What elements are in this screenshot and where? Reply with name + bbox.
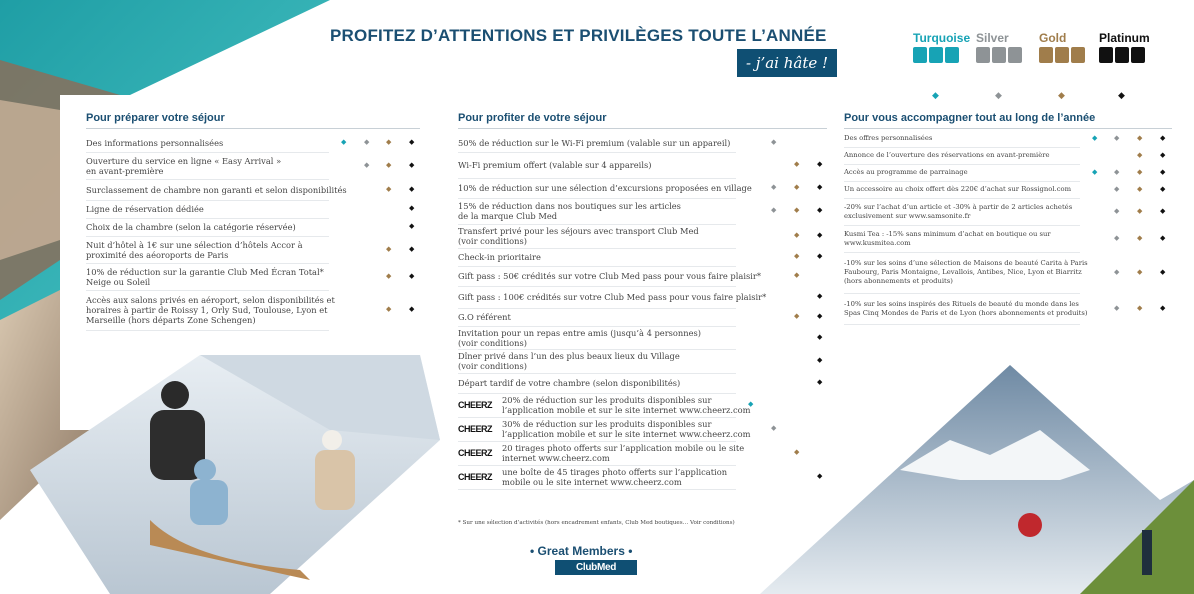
tier-diamond-gold: ◆ xyxy=(794,312,800,320)
tier-diamond-gold: ◆ xyxy=(794,160,800,168)
tier-diamond-platinum: ◆ xyxy=(409,271,415,280)
benefit-row xyxy=(86,263,329,291)
benefit-text: Invitation pour un repas entre amis (jusqu’à 4 personnes) (voir conditions) xyxy=(458,327,702,348)
benefit-text: 20 tirages photo offerts sur l’application mobile ou le site internet www.cheerz.com xyxy=(502,443,745,463)
benefit-icon xyxy=(1131,47,1145,63)
tier-diamond-gold: ◆ xyxy=(386,305,392,313)
tier-diamond-platinum: ◆ xyxy=(817,183,823,191)
tier-diamond-platinum: ◆ xyxy=(409,138,415,146)
benefit-text: -20% sur l’achat d’un article et -30% à partir de 2 articles achetés exclusivement sur www.samsonite.fr xyxy=(844,202,1073,220)
program-name: • Great Members • xyxy=(530,544,633,558)
benefit-row xyxy=(458,198,736,225)
benefit-text: 30% de réduction sur les produits disponibles sur l’application mobile et sur le site internet www.cheerz.com xyxy=(502,419,751,439)
tier-name: Gold xyxy=(1039,31,1067,45)
tier-name: Platinum xyxy=(1099,31,1150,45)
tier-diamond-platinum: ◆ xyxy=(1160,233,1166,242)
benefit-text: 15% de réduction dans nos boutiques sur les articles de la marque Club Med xyxy=(458,201,681,221)
benefit-text: 20% de réduction sur les produits disponibles sur l’application mobile et sur le site internet www.cheerz.com xyxy=(502,395,751,415)
tier-diamond-silver: ◆ xyxy=(364,160,370,169)
tier-logo-turquoise xyxy=(913,31,971,82)
tier-diamond-gold: ◆ xyxy=(386,244,392,253)
tier-diamond-silver: ◆ xyxy=(1114,206,1120,215)
benefit-row xyxy=(458,417,751,442)
benefit-text: -10% sur les soins inspirés des Rituels de beauté du monde dans les Spas Cinq Mondes de Paris et de Lyon (hors abonnements et produits) xyxy=(844,299,1088,317)
tier-icons xyxy=(1099,47,1151,63)
tier-diamond-platinum: ◆ xyxy=(409,305,415,313)
tier-diamond-platinum: ◆ xyxy=(817,252,823,260)
benefit-text: Surclassement de chambre non garanti et selon disponibilités xyxy=(86,184,347,195)
benefit-row xyxy=(844,164,1080,182)
benefit-text: Kusmi Tea : -15% sans minimum d’achat en boutique ou sur www.kusmitea.com xyxy=(844,229,1051,247)
brand-logo: ClubMed xyxy=(555,560,637,575)
tier-diamond-silver: ◆ xyxy=(1114,267,1120,276)
tier-diamond-platinum: ◆ xyxy=(817,160,823,168)
benefit-text: Nuit d’hôtel à 1€ sur une sélection d’hôtels Accor à proximité des aéoroports de Paris xyxy=(86,239,303,260)
tier-diamond-turquoise: ◆ xyxy=(748,400,754,408)
tier-diamond-silver: ◆ xyxy=(1114,303,1120,312)
tier-diamond-gold: ◆ xyxy=(386,184,392,193)
tier-diamond-gold: ◆ xyxy=(386,271,392,280)
benefit-icon xyxy=(913,47,927,63)
tier-diamond-platinum: ◆ xyxy=(409,160,415,169)
benefit-row xyxy=(458,349,736,374)
benefit-row xyxy=(458,266,762,287)
benefit-icon xyxy=(945,47,959,63)
tier-name: Silver xyxy=(976,31,1009,45)
footnote: * Sur une sélection d’activités (hors encadrement enfants, Club Med boutiques… Voir conditions) xyxy=(458,520,735,526)
tier-diamond-gold: ◆ xyxy=(1137,167,1143,176)
benefit-row xyxy=(844,293,1088,325)
tier-diamond-platinum: ◆ xyxy=(1160,206,1166,215)
benefit-icon xyxy=(1071,47,1085,63)
benefit-icon xyxy=(1039,47,1053,63)
benefit-text: Gift pass : 50€ crédités sur votre Club Med pass pour vous faire plaisir* xyxy=(458,271,762,281)
tier-diamond: ◆ xyxy=(995,91,1002,101)
benefit-row xyxy=(458,286,767,309)
tier-diamond-platinum: ◆ xyxy=(409,244,415,253)
tier-diamond-gold: ◆ xyxy=(1137,267,1143,276)
tier-diamond-silver: ◆ xyxy=(771,138,777,146)
benefit-row xyxy=(458,441,745,466)
benefit-icon xyxy=(1115,47,1129,63)
benefit-text: Accès au programme de parrainage xyxy=(844,168,968,176)
tier-icons xyxy=(976,47,1028,63)
benefit-row xyxy=(86,179,347,201)
benefit-row xyxy=(86,218,329,237)
tier-diamond-platinum: ◆ xyxy=(817,356,823,364)
tier-diamond-turquoise: ◆ xyxy=(1092,133,1098,142)
benefit-text: Ouverture du service en ligne « Easy Arrival » en avant-première xyxy=(86,155,282,176)
benefit-row xyxy=(458,152,736,179)
tier-diamond-gold: ◆ xyxy=(1137,206,1143,215)
tier-diamond-gold: ◆ xyxy=(1137,184,1143,193)
tier-diamond-gold: ◆ xyxy=(794,206,800,214)
child-figure xyxy=(194,459,216,481)
benefit-row xyxy=(458,224,736,249)
woman-coat xyxy=(315,450,355,510)
cheerz-logo: CHEERZ xyxy=(458,400,493,410)
tier-diamond-silver: ◆ xyxy=(771,206,777,214)
cheerz-logo: CHEERZ xyxy=(458,472,493,482)
tier-diamond-platinum: ◆ xyxy=(1160,167,1166,176)
benefit-icon xyxy=(1055,47,1069,63)
tier-diamond-platinum: ◆ xyxy=(409,222,415,230)
tier-diamond-platinum: ◆ xyxy=(817,292,823,300)
benefit-row xyxy=(844,147,1080,165)
tier-logo-platinum xyxy=(1099,32,1151,82)
tier-diamond-gold: ◆ xyxy=(794,252,800,260)
person-figure xyxy=(161,381,189,409)
tier-diamond-platinum: ◆ xyxy=(817,472,823,480)
tier-diamond-turquoise: ◆ xyxy=(341,138,347,146)
tier-diamond-gold: ◆ xyxy=(794,448,800,456)
benefit-text: Ligne de réservation dédiée xyxy=(86,204,204,214)
benefit-row xyxy=(844,130,1080,148)
benefit-row xyxy=(844,225,1080,253)
benefit-row xyxy=(86,200,329,219)
page-title: PROFITEZ D’ATTENTIONS ET PRIVILÈGES TOUTE L’ANNÉE xyxy=(330,26,827,45)
woman-figure xyxy=(322,430,342,450)
tier-diamond-platinum: ◆ xyxy=(1160,150,1166,159)
tier-diamond-silver: ◆ xyxy=(771,424,777,432)
tier-diamond-platinum: ◆ xyxy=(1160,184,1166,193)
tier-diamond: ◆ xyxy=(932,91,939,101)
benefit-row xyxy=(458,393,751,418)
benefit-text: G.O référent xyxy=(458,312,511,322)
benefit-row xyxy=(844,252,1088,294)
column-heading: Pour préparer votre séjour xyxy=(86,112,420,129)
tier-diamond-gold: ◆ xyxy=(386,160,392,169)
tier-diamond-gold: ◆ xyxy=(794,231,800,239)
tier-diamond-turquoise: ◆ xyxy=(1092,167,1098,176)
benefit-text: -10% sur les soins d’une sélection de Maisons de beauté Carita à Paris Faubourg, Paris Montaigne, Levallois, Antibes, Nice, Lyon et Biarritz (hors abonnements et produits) xyxy=(844,259,1088,285)
benefit-text: Transfert privé pour les séjours avec transport Club Med (voir conditions) xyxy=(458,226,699,246)
tier-diamond-silver: ◆ xyxy=(1114,184,1120,193)
tier-name: Turquoise xyxy=(913,31,971,45)
column-heading: Pour vous accompagner tout au long de l’année xyxy=(844,112,1172,129)
benefit-text: Dîner privé dans l’un des plus beaux lieux du Village (voir conditions) xyxy=(458,351,680,371)
tier-diamond-gold: ◆ xyxy=(386,138,392,146)
tier-logo-gold xyxy=(1039,32,1091,82)
benefit-row xyxy=(86,290,335,331)
benefit-text: Un accessoire au choix offert dès 220€ d’achat sur Rossignol.com xyxy=(844,185,1072,193)
tier-diamond-silver: ◆ xyxy=(1114,233,1120,242)
tier-diamond-silver: ◆ xyxy=(1114,133,1120,142)
benefit-text: Des offres personnalisées xyxy=(844,134,933,142)
benefit-text: Départ tardif de votre chambre (selon disponibilités) xyxy=(458,378,681,388)
benefit-text: 50% de réduction sur le Wi-Fi premium (valable sur un appareil) xyxy=(458,138,731,148)
tier-diamond-platinum: ◆ xyxy=(409,184,415,193)
golfer-figure xyxy=(1142,530,1152,575)
benefit-row xyxy=(458,134,736,153)
benefit-text: 10% de réduction sur une sélection d’excursions proposées en village xyxy=(458,183,752,193)
column-year-round xyxy=(844,112,1172,317)
tier-diamond-silver: ◆ xyxy=(1114,167,1120,176)
benefit-row xyxy=(844,198,1080,226)
tier-diamond-platinum: ◆ xyxy=(817,332,823,341)
cheerz-logo: CHEERZ xyxy=(458,448,493,458)
benefit-row xyxy=(86,236,329,264)
tier-diamond-platinum: ◆ xyxy=(817,312,823,320)
child-coat xyxy=(190,480,228,525)
tier-diamond: ◆ xyxy=(1118,91,1125,101)
benefit-icon xyxy=(1099,47,1113,63)
tier-diamond-silver: ◆ xyxy=(771,183,777,191)
benefit-icon xyxy=(992,47,1006,63)
tier-diamond-gold: ◆ xyxy=(1137,150,1143,159)
tier-diamond-platinum: ◆ xyxy=(817,378,823,386)
benefit-row xyxy=(458,248,736,267)
tier-diamond: ◆ xyxy=(1058,91,1065,101)
tier-diamond-gold: ◆ xyxy=(794,183,800,191)
tier-icons xyxy=(913,47,965,63)
benefit-text: Des informations personnalisées xyxy=(86,138,224,148)
tier-diamond-silver: ◆ xyxy=(364,138,370,146)
deck-shade xyxy=(0,100,60,260)
tier-diamond-gold: ◆ xyxy=(794,271,800,279)
tier-diamond-platinum: ◆ xyxy=(817,231,823,239)
benefit-icon xyxy=(1008,47,1022,63)
benefit-text: Gift pass : 100€ crédités sur votre Club Med pass pour vous faire plaisir* xyxy=(458,292,767,302)
tier-diamond-gold: ◆ xyxy=(1137,303,1143,312)
skier-figure xyxy=(1018,513,1042,537)
tagline-badge: - j’ai hâte ! xyxy=(737,49,837,77)
tier-diamond-gold: ◆ xyxy=(1137,133,1143,142)
tier-icons xyxy=(1039,47,1091,63)
benefit-row xyxy=(458,178,752,199)
benefit-text: Choix de la chambre (selon la catégorie réservée) xyxy=(86,222,296,232)
benefit-icon xyxy=(929,47,943,63)
tier-diamond-platinum: ◆ xyxy=(1160,133,1166,142)
column-heading: Pour profiter de votre séjour xyxy=(458,112,827,129)
benefit-text: Check-in prioritaire xyxy=(458,252,541,262)
benefit-row xyxy=(86,134,329,153)
benefit-row xyxy=(458,308,736,327)
column-enjoy xyxy=(458,112,827,487)
cheerz-logo: CHEERZ xyxy=(458,424,493,434)
tier-diamond-gold: ◆ xyxy=(1137,233,1143,242)
benefit-text: Accès aux salons privés en aéroport, selon disponibilités et horaires à partir de Roissy 1, Orly Sud, Toulouse, Lyon et Marseille (hors départs Zone Schengen) xyxy=(86,295,335,325)
tier-diamond-platinum: ◆ xyxy=(1160,267,1166,276)
benefit-text: Annonce de l’ouverture des réservations en avant-première xyxy=(844,151,1050,159)
benefit-row xyxy=(458,373,736,394)
tier-diamond-platinum: ◆ xyxy=(1160,303,1166,312)
benefit-text: une boîte de 45 tirages photo offerts sur l’application mobile ou le site internet www.cheerz.com xyxy=(502,467,728,487)
tier-diamond-platinum: ◆ xyxy=(817,206,823,214)
tier-diamond-platinum: ◆ xyxy=(409,204,415,212)
benefit-row xyxy=(458,465,736,490)
benefit-text: Wi-Fi premium offert (valable sur 4 appareils) xyxy=(458,160,652,170)
benefit-row xyxy=(458,326,736,350)
benefit-row xyxy=(86,152,329,180)
column-prepare xyxy=(86,112,420,325)
benefit-icon xyxy=(976,47,990,63)
benefit-text: 10% de réduction sur la garantie Club Med Écran Total* Neige ou Soleil xyxy=(86,266,324,287)
benefit-row xyxy=(844,181,1080,199)
tier-logo-silver xyxy=(976,32,1028,82)
